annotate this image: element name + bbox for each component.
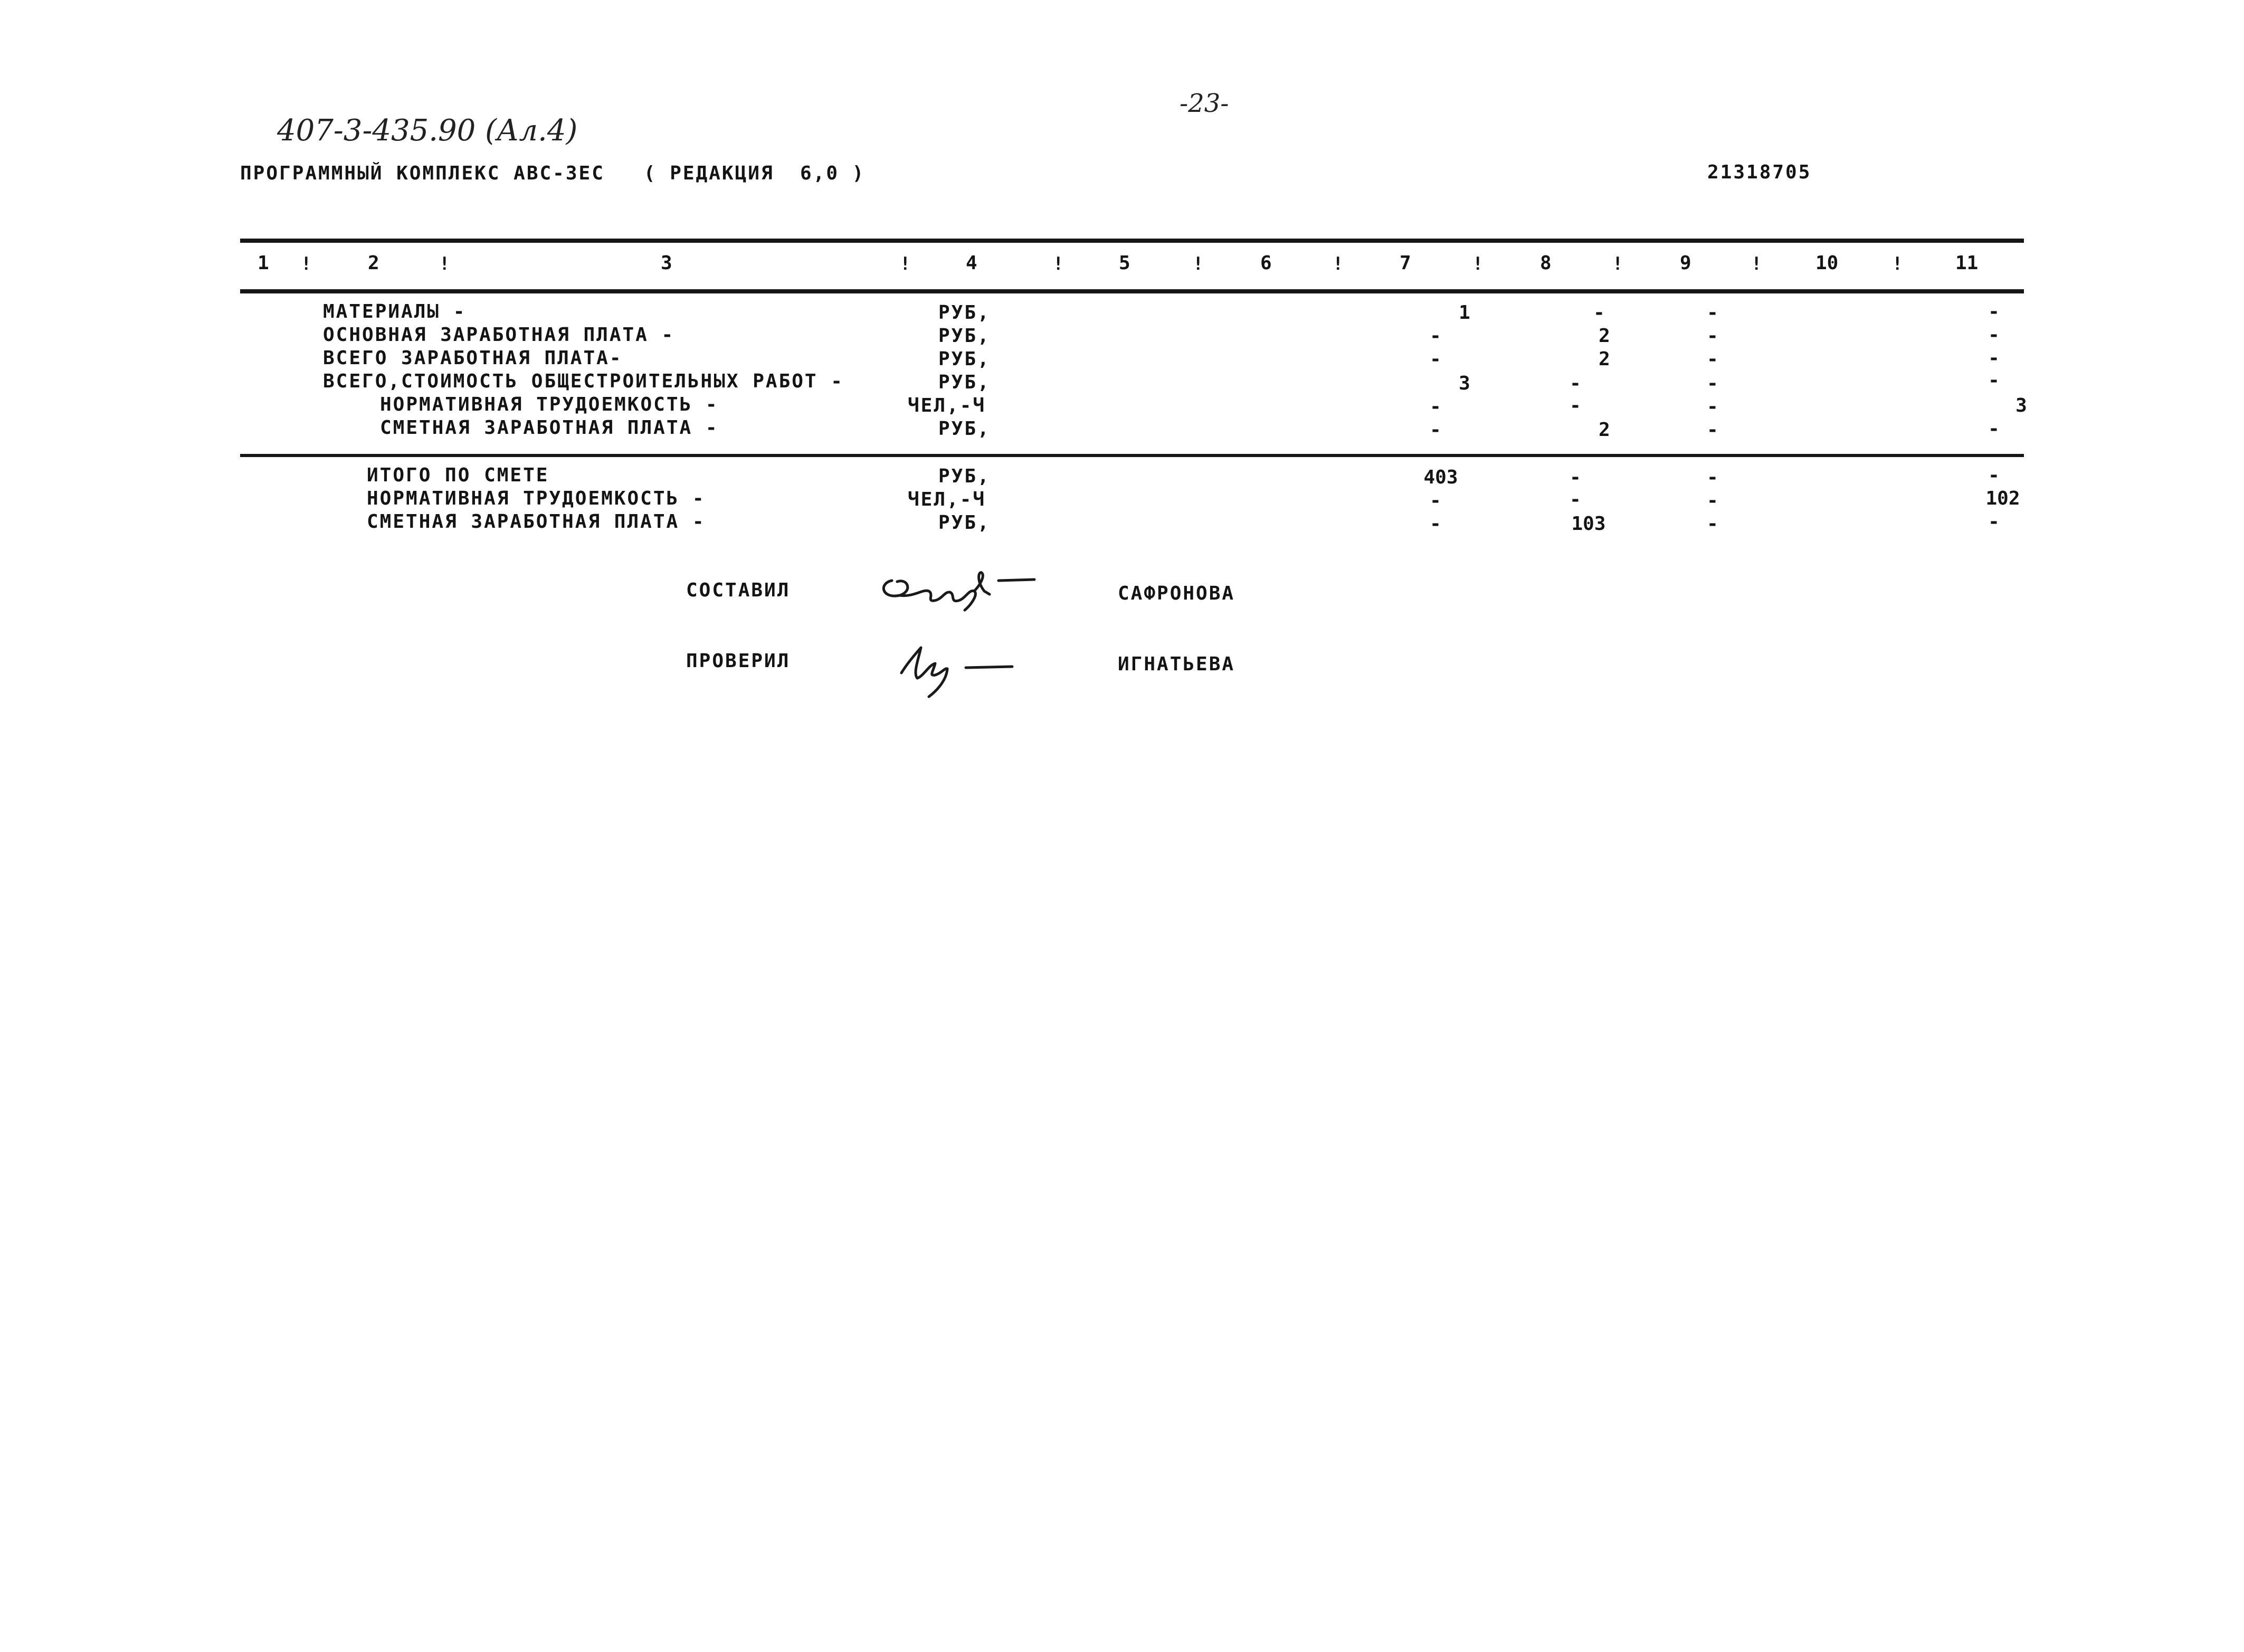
column-header: 5 bbox=[1119, 252, 1130, 274]
row-col8: - bbox=[1570, 373, 1581, 394]
row-col9: - bbox=[1707, 348, 1718, 370]
document-code: 407-3-435.90 (Ал.4) bbox=[277, 113, 578, 148]
total-col9: - bbox=[1707, 490, 1718, 511]
row-col8: 2 bbox=[1599, 419, 1610, 441]
row-col11: - bbox=[1988, 301, 2000, 322]
table-subtotal-rule bbox=[240, 454, 2024, 457]
total-col8: - bbox=[1570, 489, 1581, 510]
total-col8: - bbox=[1570, 467, 1581, 488]
table-top-rule bbox=[240, 239, 2024, 243]
row-col11: - bbox=[1988, 418, 2000, 440]
row-label: ВСЕГО,СТОИМОСТЬ ОБЩЕСТРОИТЕЛЬНЫХ РАБОТ - bbox=[323, 371, 844, 392]
row-col11: - bbox=[1988, 369, 2000, 391]
row-col7: - bbox=[1430, 419, 1441, 441]
total-col9: - bbox=[1707, 513, 1718, 535]
checked-signature bbox=[892, 636, 1019, 705]
row-label: СМЕТНАЯ ЗАРАБОТНАЯ ПЛАТА - bbox=[380, 417, 719, 439]
column-separator: ! bbox=[301, 253, 312, 274]
column-separator: ! bbox=[1193, 253, 1204, 274]
column-separator: ! bbox=[1612, 253, 1623, 274]
column-header: 1 bbox=[258, 252, 269, 274]
row-col8: 2 bbox=[1599, 348, 1610, 370]
column-separator: ! bbox=[439, 253, 450, 274]
column-separator: ! bbox=[1053, 253, 1064, 274]
total-unit: РУБ, bbox=[938, 466, 991, 487]
row-unit: РУБ, bbox=[938, 348, 991, 370]
total-unit: ЧЕЛ,-Ч bbox=[908, 489, 986, 510]
total-col7: - bbox=[1430, 490, 1441, 511]
row-col11: 3 bbox=[2015, 395, 2027, 416]
total-col9: - bbox=[1707, 467, 1718, 488]
column-separator: ! bbox=[1892, 253, 1903, 274]
column-separator: ! bbox=[1751, 253, 1762, 274]
total-col7: 403 bbox=[1423, 467, 1458, 488]
total-label: ИТОГО ПО СМЕТЕ bbox=[367, 464, 549, 486]
row-col7: - bbox=[1430, 348, 1441, 370]
row-label: ОСНОВНАЯ ЗАРАБОТНАЯ ПЛАТА - bbox=[323, 324, 675, 346]
row-col7: - bbox=[1430, 325, 1441, 347]
column-separator: ! bbox=[1472, 253, 1484, 274]
column-header: 8 bbox=[1540, 252, 1552, 274]
row-col7: 1 bbox=[1459, 302, 1470, 324]
row-col9: - bbox=[1707, 325, 1718, 347]
column-header: 4 bbox=[966, 252, 977, 274]
column-separator: ! bbox=[1333, 253, 1344, 274]
row-col9: - bbox=[1707, 302, 1718, 324]
column-header: 11 bbox=[1955, 252, 1979, 274]
total-label: НОРМАТИВНАЯ ТРУДОЕМКОСТЬ - bbox=[367, 488, 706, 509]
total-col11: - bbox=[1988, 464, 2000, 486]
row-col9: - bbox=[1707, 396, 1718, 417]
row-unit: РУБ, bbox=[938, 372, 991, 393]
row-col9: - bbox=[1707, 419, 1718, 441]
column-header: 6 bbox=[1260, 252, 1272, 274]
row-unit: РУБ, bbox=[938, 418, 991, 440]
checked-label: ПРОВЕРИЛ bbox=[686, 650, 791, 672]
row-col9: - bbox=[1707, 373, 1718, 394]
composed-name: САФРОНОВА bbox=[1118, 583, 1235, 604]
row-label: МАТЕРИАЛЫ - bbox=[323, 301, 467, 322]
total-col11: - bbox=[1988, 511, 2000, 533]
row-label: НОРМАТИВНАЯ ТРУДОЕМКОСТЬ - bbox=[380, 394, 719, 415]
row-col8: - bbox=[1570, 395, 1581, 416]
row-unit: ЧЕЛ,-Ч bbox=[908, 395, 986, 416]
page-number: -23- bbox=[1180, 89, 1229, 118]
composed-signature bbox=[876, 559, 1045, 618]
row-col7: - bbox=[1430, 396, 1441, 417]
total-col11: 102 bbox=[1985, 488, 2020, 509]
row-col8: 2 bbox=[1599, 325, 1610, 347]
composed-label: СОСТАВИЛ bbox=[686, 580, 791, 601]
column-header: 2 bbox=[368, 252, 379, 274]
column-separator: ! bbox=[900, 253, 911, 274]
total-unit: РУБ, bbox=[938, 512, 991, 534]
row-col8: - bbox=[1593, 302, 1605, 324]
checked-name: ИГНАТЬЕВА bbox=[1118, 653, 1235, 675]
row-col11: - bbox=[1988, 324, 2000, 346]
column-header: 9 bbox=[1680, 252, 1691, 274]
total-col7: - bbox=[1430, 513, 1441, 535]
total-label: СМЕТНАЯ ЗАРАБОТНАЯ ПЛАТА - bbox=[367, 511, 706, 533]
row-col7: 3 bbox=[1459, 373, 1470, 394]
column-header: 3 bbox=[661, 252, 672, 274]
table-header-rule bbox=[240, 289, 2024, 293]
row-col11: - bbox=[1988, 347, 2000, 369]
document-number: 21318705 bbox=[1707, 162, 1812, 183]
row-unit: РУБ, bbox=[938, 302, 991, 324]
row-label: ВСЕГО ЗАРАБОТНАЯ ПЛАТА- bbox=[323, 347, 623, 369]
program-header: ПРОГРАММНЫЙ КОМПЛЕКС АВС-ЗЕС ( РЕДАКЦИЯ 6,0 ) bbox=[240, 163, 866, 184]
total-col8: 103 bbox=[1571, 513, 1606, 535]
column-header: 10 bbox=[1815, 252, 1839, 274]
column-header: 7 bbox=[1400, 252, 1411, 274]
row-unit: РУБ, bbox=[938, 325, 991, 347]
